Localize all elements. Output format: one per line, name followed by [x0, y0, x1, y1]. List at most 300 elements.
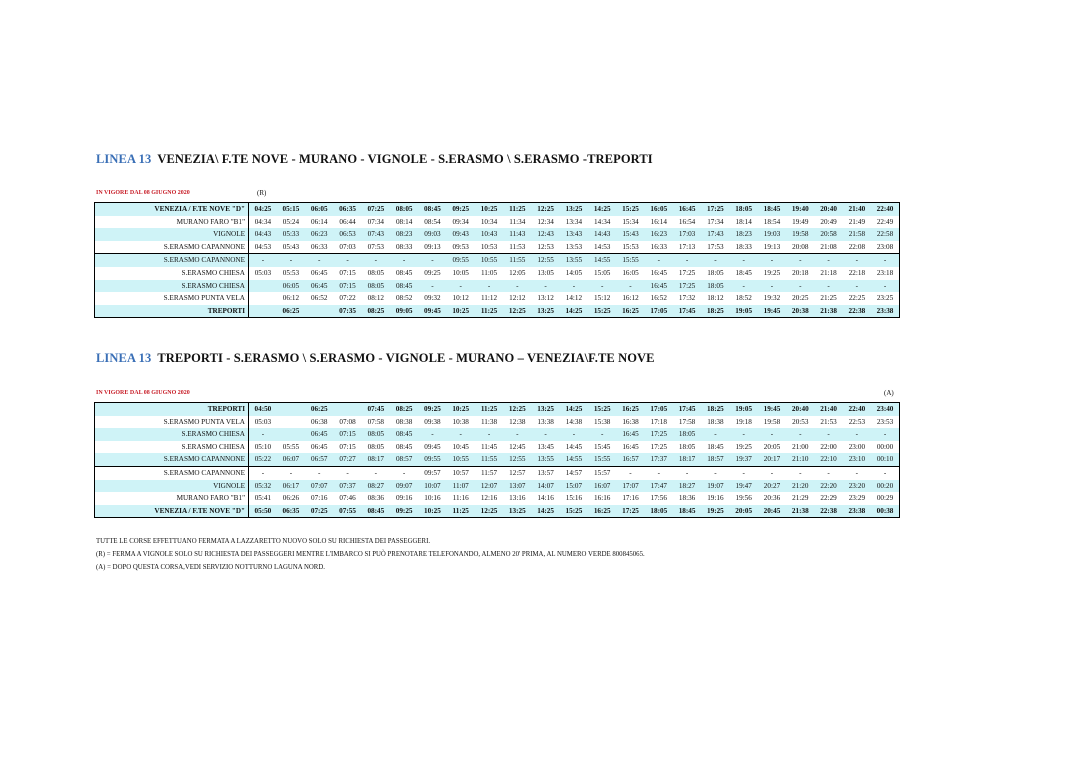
time-cell: 21:25: [820, 294, 837, 303]
time-cell: 08:57: [390, 453, 418, 466]
time-cell: -: [758, 428, 786, 441]
time-cell: 05:03: [254, 268, 272, 277]
time-cell: 20:58: [814, 228, 842, 241]
time-cell: -: [758, 466, 786, 479]
time-cell: -: [786, 254, 814, 267]
time-cell: 14:07: [531, 480, 559, 493]
table-row: [95, 228, 900, 241]
time-cell: 19:40: [786, 203, 814, 216]
time-cell: 05:24: [282, 217, 300, 226]
time-cell: 16:16: [594, 494, 611, 503]
time-cell: 15:45: [594, 442, 611, 451]
time-cell: 06:07: [277, 453, 305, 466]
time-cell: 06:33: [311, 242, 328, 251]
stop-name: VENEZIA / F.TE NOVE "D": [95, 203, 249, 216]
time-cell: 11:45: [480, 442, 498, 451]
time-cell: 17:07: [616, 480, 644, 493]
time-cell: 22:40: [871, 203, 899, 216]
time-cell: 06:45: [305, 428, 333, 441]
time-cell: -: [786, 280, 814, 293]
time-cell: 05:33: [277, 228, 305, 241]
table-row: [95, 254, 900, 267]
table-row: [95, 241, 900, 254]
time-cell: -: [588, 428, 616, 441]
line-label: LINEA 13: [96, 351, 152, 365]
time-cell: 08:52: [395, 294, 413, 303]
time-cell: 17:43: [701, 228, 729, 241]
time-cell: 19:25: [701, 505, 729, 518]
time-cell: 06:26: [282, 494, 300, 503]
time-cell: 11:16: [452, 494, 469, 503]
time-cell: 16:12: [622, 294, 639, 303]
time-cell: 21:10: [786, 453, 814, 466]
time-cell: 14:34: [594, 217, 611, 226]
time-cell: 15:25: [588, 403, 616, 416]
time-cell: 20:25: [792, 294, 809, 303]
time-cell: 19:56: [735, 494, 752, 503]
stop-name: S.ERASMO CAPANNONE: [95, 241, 249, 254]
time-cell: 21:00: [792, 442, 809, 451]
time-cell: 23:08: [876, 242, 894, 251]
time-cell: 17:25: [678, 268, 696, 277]
time-cell: 09:07: [390, 480, 418, 493]
time-cell: 16:45: [622, 442, 639, 451]
time-cell: 16:57: [616, 453, 644, 466]
time-cell: -: [333, 466, 361, 479]
stop-name: S.ERASMO CAPANNONE: [95, 466, 249, 479]
time-cell: 16:14: [650, 217, 667, 226]
time-cell: 13:38: [537, 417, 554, 426]
time-cell: 13:55: [560, 254, 588, 267]
time-cell: -: [730, 466, 758, 479]
time-cell: -: [277, 254, 305, 267]
table-row: [95, 280, 900, 293]
time-cell: -: [814, 428, 842, 441]
stop-name: TREPORTI: [95, 403, 249, 416]
table-row: [95, 505, 900, 518]
time-cell: 11:34: [509, 217, 526, 226]
time-cell: -: [645, 254, 673, 267]
time-cell: -: [305, 254, 333, 267]
time-cell: 11:55: [503, 254, 531, 267]
time-cell: 23:25: [876, 294, 894, 303]
time-cell: 21:29: [792, 494, 809, 503]
time-cell: 17:53: [707, 242, 724, 251]
time-cell: 23:53: [876, 417, 894, 426]
table-row: [95, 416, 900, 429]
time-cell: 19:32: [763, 294, 781, 303]
time-cell: 07:53: [367, 242, 385, 251]
time-cell: 18:38: [707, 417, 724, 426]
time-cell: -: [277, 466, 305, 479]
time-cell: 05:43: [282, 242, 300, 251]
table-row: [95, 453, 900, 466]
time-cell: 20:40: [786, 403, 814, 416]
time-cell: 10:25: [418, 505, 446, 518]
time-cell: 16:45: [650, 268, 667, 277]
time-cell: 17:16: [622, 494, 639, 503]
time-cell: 18:05: [707, 268, 724, 277]
time-cell: 17:32: [678, 294, 696, 303]
time-cell: 17:25: [616, 505, 644, 518]
time-cell: -: [871, 280, 899, 293]
time-cell: 18:45: [707, 442, 724, 451]
time-cell: 12:25: [531, 203, 559, 216]
section-title-return: [96, 351, 655, 366]
time-cell: 17:25: [701, 203, 729, 216]
time-cell: 11:57: [475, 466, 503, 479]
time-cell: 07:03: [339, 242, 356, 251]
time-cell: 20:36: [763, 494, 781, 503]
time-cell: 06:38: [311, 417, 328, 426]
time-cell: 07:25: [362, 203, 390, 216]
time-cell: 18:05: [730, 203, 758, 216]
time-cell: 07:45: [362, 403, 390, 416]
stop-name: MURANO FARO "B1": [95, 216, 249, 229]
time-cell: 18:05: [673, 428, 701, 441]
time-cell: 11:25: [447, 505, 475, 518]
table-row: [95, 305, 900, 318]
time-cell: 23:38: [843, 505, 871, 518]
stop-name: S.ERASMO CHIESA: [95, 267, 249, 280]
time-cell: -: [730, 254, 758, 267]
time-cell: 08:23: [390, 228, 418, 241]
time-cell: -: [786, 428, 814, 441]
time-cell: 17:47: [645, 480, 673, 493]
section-title-outbound: [96, 152, 653, 167]
time-cell: 05:50: [249, 505, 277, 518]
time-cell: 11:43: [503, 228, 531, 241]
time-cell: 19:49: [792, 217, 809, 226]
time-cell: 08:45: [390, 428, 418, 441]
time-cell: 08:45: [395, 442, 413, 451]
time-cell: 07:16: [311, 494, 328, 503]
time-cell: 21:40: [814, 403, 842, 416]
time-cell: 07:58: [367, 417, 385, 426]
time-cell: 15:25: [588, 305, 616, 318]
time-cell: -: [418, 254, 446, 267]
time-cell: 05:32: [249, 480, 277, 493]
time-cell: 22:29: [820, 494, 837, 503]
time-cell: 10:43: [475, 228, 503, 241]
time-cell: 12:12: [509, 294, 526, 303]
time-cell: 05:22: [249, 453, 277, 466]
time-cell: 17:25: [650, 442, 667, 451]
time-cell: 10:45: [452, 442, 469, 451]
time-cell: 20:05: [730, 505, 758, 518]
time-cell: 22:00: [820, 442, 837, 451]
time-cell: 19:25: [735, 442, 752, 451]
time-cell: 12:25: [503, 305, 531, 318]
time-cell: 14:25: [588, 203, 616, 216]
time-cell: 08:33: [395, 242, 413, 251]
time-cell: 18:05: [678, 442, 696, 451]
time-cell: 06:45: [311, 442, 328, 451]
time-cell: -: [645, 466, 673, 479]
time-cell: 16:25: [616, 403, 644, 416]
time-cell: 08:45: [418, 203, 446, 216]
time-cell: 23:10: [843, 453, 871, 466]
time-cell: 07:15: [333, 280, 361, 293]
time-cell: -: [814, 280, 842, 293]
time-cell: 08:05: [367, 442, 385, 451]
time-cell: 19:45: [758, 305, 786, 318]
valid-from-label: IN VIGORE DAL 08 GIUGNO 2020: [96, 190, 190, 196]
time-cell: 22:40: [843, 403, 871, 416]
time-cell: -: [616, 280, 644, 293]
time-cell: -: [730, 428, 758, 441]
time-cell: 15:43: [616, 228, 644, 241]
time-cell: 06:05: [277, 280, 305, 293]
time-cell: -: [673, 466, 701, 479]
time-cell: 19:05: [730, 403, 758, 416]
time-cell: 04:43: [249, 228, 277, 241]
time-cell: 13:25: [503, 505, 531, 518]
time-cell: 15:05: [594, 268, 611, 277]
time-cell: 18:25: [701, 403, 729, 416]
time-cell: 16:52: [650, 294, 667, 303]
time-cell: 08:54: [424, 217, 441, 226]
time-cell: 20:17: [758, 453, 786, 466]
time-cell: 10:25: [475, 203, 503, 216]
time-cell: 08:14: [395, 217, 413, 226]
time-cell: 18:17: [673, 453, 701, 466]
time-cell: 04:34: [254, 217, 272, 226]
time-cell: 22:08: [848, 242, 866, 251]
time-cell: 16:25: [616, 305, 644, 318]
time-cell: [277, 428, 305, 441]
time-cell: 13:16: [509, 494, 526, 503]
time-cell: 12:55: [503, 453, 531, 466]
time-cell: 22:38: [814, 505, 842, 518]
time-cell: 19:13: [763, 242, 781, 251]
time-cell: -: [390, 254, 418, 267]
time-cell: 11:25: [475, 403, 503, 416]
time-cell: 09:43: [447, 228, 475, 241]
time-cell: -: [305, 466, 333, 479]
time-cell: 13:55: [531, 453, 559, 466]
stop-name: VIGNOLE: [95, 228, 249, 241]
time-cell: 12:16: [480, 494, 498, 503]
time-cell: 16:23: [645, 228, 673, 241]
time-cell: -: [786, 466, 814, 479]
time-cell: 10:25: [447, 403, 475, 416]
time-cell: [249, 292, 277, 305]
footnotes: [96, 536, 645, 574]
time-cell: 18:05: [645, 505, 673, 518]
time-cell: 06:35: [333, 203, 361, 216]
time-cell: 08:45: [390, 280, 418, 293]
time-cell: -: [871, 254, 899, 267]
time-cell: 12:38: [509, 417, 526, 426]
time-cell: 22:10: [814, 453, 842, 466]
valid-from-label: IN VIGORE DAL 08 GIUGNO 2020: [96, 390, 190, 396]
time-cell: 20:08: [792, 242, 809, 251]
time-cell: 20:18: [792, 268, 809, 277]
time-cell: 17:03: [673, 228, 701, 241]
stop-name: S.ERASMO CAPANNONE: [95, 254, 249, 267]
time-cell: 00:00: [876, 442, 894, 451]
time-cell: 13:45: [537, 442, 554, 451]
time-cell: 09:45: [424, 442, 441, 451]
time-cell: -: [871, 428, 899, 441]
time-cell: 18:52: [735, 294, 752, 303]
time-cell: 20:38: [786, 305, 814, 318]
time-cell: 15:12: [594, 294, 611, 303]
time-cell: -: [673, 254, 701, 267]
time-cell: 17:56: [650, 494, 667, 503]
time-cell: 23:40: [871, 403, 899, 416]
time-cell: 19:18: [735, 417, 752, 426]
time-cell: 06:53: [333, 228, 361, 241]
time-cell: 08:05: [362, 428, 390, 441]
time-cell: 09:32: [424, 294, 441, 303]
time-cell: 13:34: [565, 217, 583, 226]
time-cell: 16:45: [616, 428, 644, 441]
time-cell: 07:07: [305, 480, 333, 493]
time-cell: 17:05: [645, 403, 673, 416]
time-cell: 05:03: [254, 417, 272, 426]
time-cell: -: [730, 280, 758, 293]
time-cell: 19:45: [758, 403, 786, 416]
footnote-marker-a: (A): [884, 389, 894, 397]
time-cell: -: [475, 280, 503, 293]
time-cell: 21:20: [786, 480, 814, 493]
time-cell: 12:25: [503, 403, 531, 416]
time-cell: 12:25: [475, 505, 503, 518]
time-cell: 19:58: [786, 228, 814, 241]
time-cell: 20:49: [820, 217, 837, 226]
time-cell: [277, 403, 305, 416]
time-cell: 07:15: [333, 428, 361, 441]
time-cell: -: [531, 280, 559, 293]
time-cell: [333, 403, 361, 416]
time-cell: -: [701, 254, 729, 267]
time-cell: 00:10: [871, 453, 899, 466]
time-cell: 04:25: [249, 203, 277, 216]
time-cell: 05:41: [254, 494, 272, 503]
time-cell: -: [531, 428, 559, 441]
time-cell: 13:05: [537, 268, 554, 277]
footnote-marker-r: (R): [257, 189, 267, 197]
time-cell: 21:53: [820, 417, 837, 426]
time-cell: 06:35: [277, 505, 305, 518]
time-cell: 07:35: [333, 305, 361, 318]
time-cell: 07:34: [367, 217, 385, 226]
time-cell: 09:25: [418, 403, 446, 416]
time-cell: 17:37: [645, 453, 673, 466]
time-cell: 07:46: [339, 494, 356, 503]
table-row: [95, 216, 900, 229]
time-cell: 12:43: [531, 228, 559, 241]
time-cell: 17:45: [673, 403, 701, 416]
time-cell: 07:15: [339, 268, 356, 277]
time-cell: 22:20: [814, 480, 842, 493]
time-cell: 15:57: [588, 466, 616, 479]
time-cell: 17:45: [673, 305, 701, 318]
time-cell: -: [418, 280, 446, 293]
time-cell: 19:58: [763, 417, 781, 426]
time-cell: 08:12: [367, 294, 385, 303]
time-cell: -: [390, 466, 418, 479]
stop-name: S.ERASMO CHIESA: [95, 280, 249, 293]
time-cell: -: [814, 466, 842, 479]
time-cell: 10:38: [452, 417, 469, 426]
time-cell: [277, 416, 305, 429]
time-cell: 15:07: [560, 480, 588, 493]
time-cell: 18:12: [707, 294, 724, 303]
time-cell: 18:14: [735, 217, 752, 226]
time-cell: 23:38: [871, 305, 899, 318]
time-cell: 09:55: [447, 254, 475, 267]
time-cell: [249, 305, 277, 318]
time-cell: 08:25: [390, 403, 418, 416]
time-cell: 09:38: [424, 417, 441, 426]
time-cell: 11:07: [447, 480, 475, 493]
time-cell: 22:53: [848, 417, 866, 426]
time-cell: 13:25: [531, 403, 559, 416]
time-cell: 15:16: [565, 494, 583, 503]
time-cell: 14:38: [565, 417, 583, 426]
table-row: [95, 403, 900, 416]
time-cell: 09:25: [390, 505, 418, 518]
time-cell: 18:05: [701, 280, 729, 293]
time-cell: -: [362, 254, 390, 267]
note-r: (R) = FERMA A VIGNOLE SOLO SU RICHIESTA DEI PASSEGGERI MENTRE L'IMBARCO SI PUÒ PRENOTARE TELEFONANDO, ALMENO 20' PRIMA, AL NUMERO VERDE 800845065.: [96, 550, 645, 558]
time-cell: 09:25: [424, 268, 441, 277]
time-cell: 17:18: [650, 417, 667, 426]
stop-name: MURANO FARO "B1": [95, 492, 249, 505]
time-cell: 05:10: [254, 442, 272, 451]
time-cell: 14:25: [560, 305, 588, 318]
time-cell: 18:45: [758, 203, 786, 216]
time-cell: 16:33: [650, 242, 667, 251]
time-cell: -: [701, 466, 729, 479]
time-cell: 15:55: [588, 453, 616, 466]
note-a: (A) = DOPO QUESTA CORSA,VEDI SERVIZIO NOTTURNO LAGUNA NORD.: [96, 563, 325, 571]
stop-name: VIGNOLE: [95, 480, 249, 493]
time-cell: 07:22: [339, 294, 356, 303]
time-cell: 08:38: [395, 417, 413, 426]
time-cell: 14:12: [565, 294, 583, 303]
time-cell: 09:13: [424, 242, 441, 251]
table-row: [95, 267, 900, 280]
time-cell: 10:53: [480, 242, 498, 251]
time-cell: -: [503, 280, 531, 293]
time-cell: 09:03: [418, 228, 446, 241]
line-label: LINEA 13: [96, 152, 152, 166]
time-cell: 18:54: [763, 217, 781, 226]
time-cell: 18:57: [701, 453, 729, 466]
time-cell: 22:58: [871, 228, 899, 241]
time-cell: -: [814, 254, 842, 267]
time-cell: 06:12: [282, 294, 300, 303]
table-row: [95, 441, 900, 454]
time-cell: 14:53: [594, 242, 611, 251]
time-cell: 14:57: [560, 466, 588, 479]
time-cell: -: [249, 466, 277, 479]
time-cell: -: [701, 428, 729, 441]
time-cell: 06:52: [311, 294, 328, 303]
time-cell: 11:25: [503, 203, 531, 216]
time-cell: -: [560, 280, 588, 293]
time-cell: 12:57: [503, 466, 531, 479]
time-cell: 06:45: [311, 268, 328, 277]
time-cell: 16:45: [673, 203, 701, 216]
time-cell: 19:37: [730, 453, 758, 466]
time-cell: 04:50: [249, 403, 277, 416]
time-cell: 07:27: [333, 453, 361, 466]
